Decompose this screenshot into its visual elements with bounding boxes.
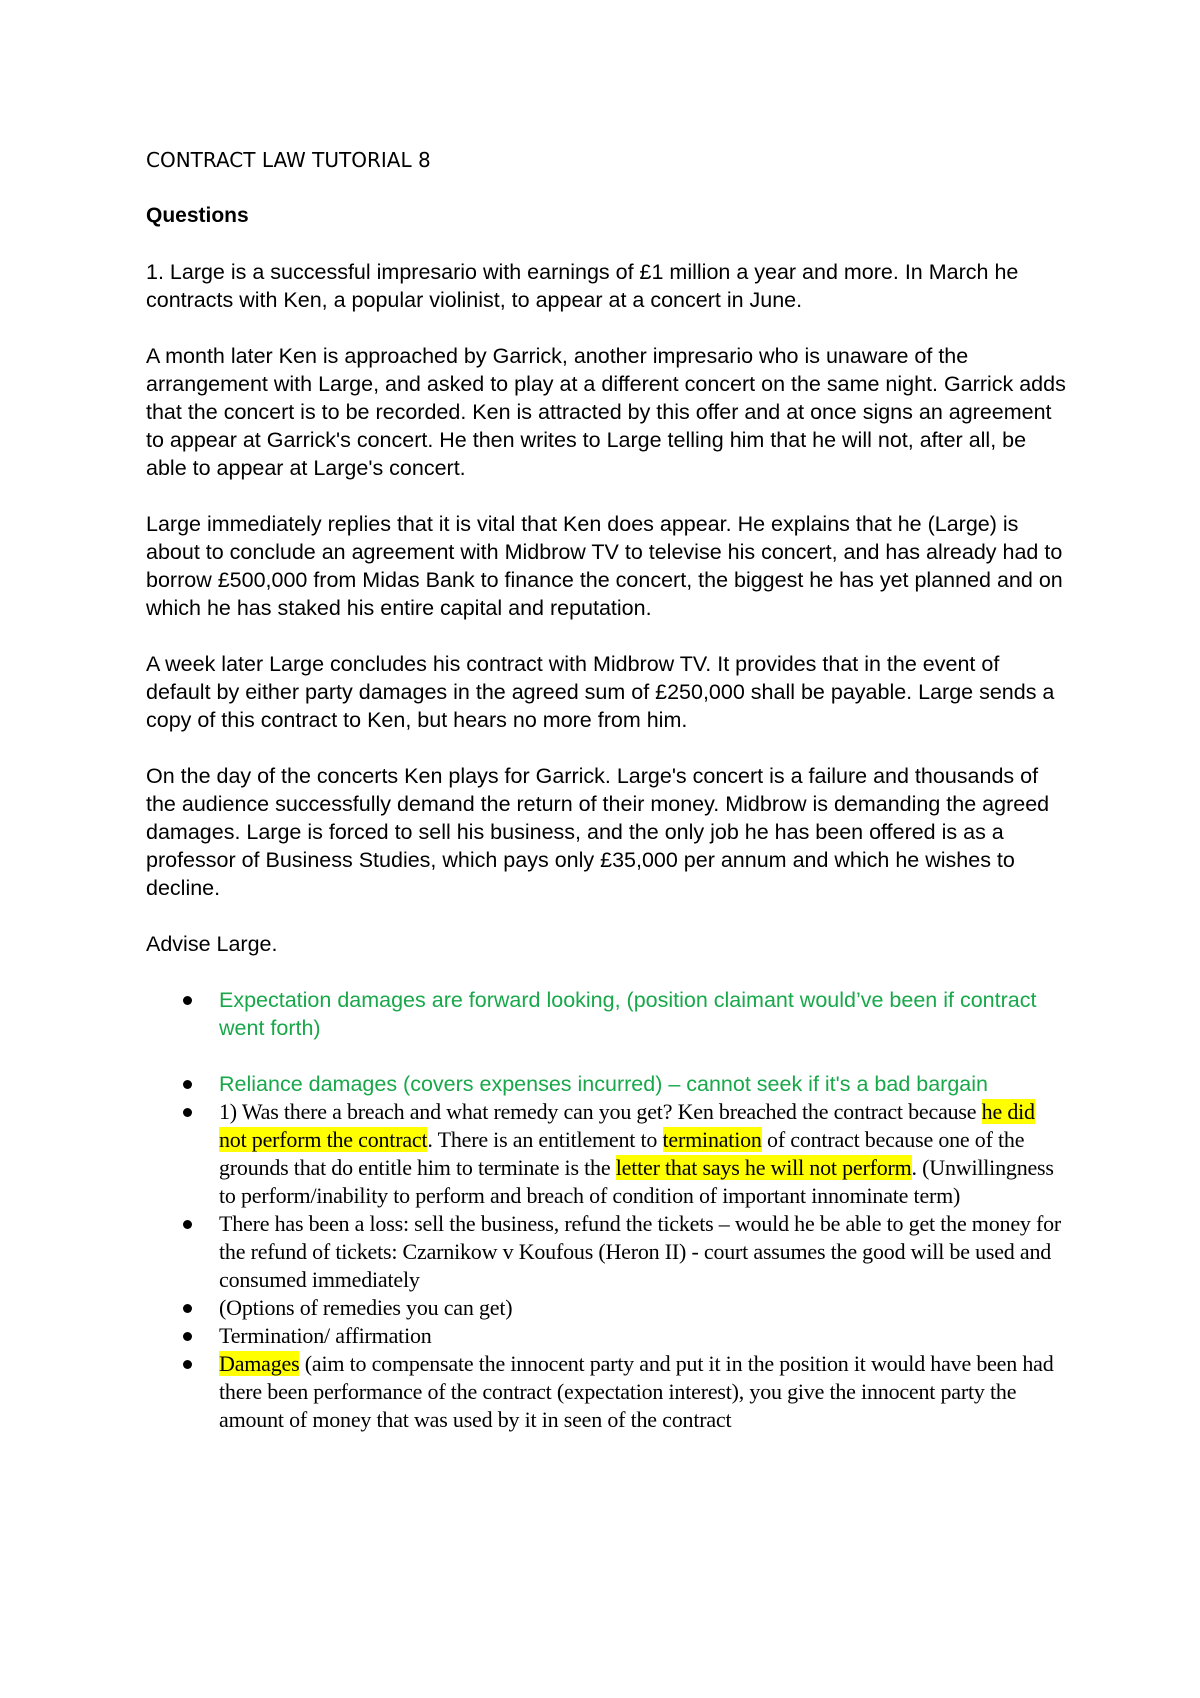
bullet-icon xyxy=(183,1304,192,1313)
question-paragraph-2: A month later Ken is approached by Garrick, another impresario who is unaware of the arrangement with Large, and asked to play at a different concert on the same night. Garrick adds that the concert is to be recorded. Ken is attracted by this offer and at once signs an agreement to appear at Garrick's concert. He then writes to Large telling him that he will not, after all, be able to appear at Large's concert. xyxy=(146,344,1066,480)
note-text: 1) Was there a breach and what remedy can you get? Ken breached the contract because xyxy=(219,1099,982,1124)
note-expectation-damages xyxy=(146,986,1066,1042)
bullet-icon xyxy=(183,1108,192,1117)
note-breach xyxy=(146,1098,1066,1210)
question-paragraph-1: 1. Large is a successful impresario with earnings of £1 million a year and more. In March he contracts with Ken, a popular violinist, to appear at a concert in June. xyxy=(146,260,1019,312)
document-body xyxy=(146,146,1066,1434)
note-text: There has been a loss: sell the business, refund the tickets – would he be able to get the money for the refund of tickets: Czarnikow v Koufous (Heron II) - court assumes the good will be used and consumed immediately xyxy=(219,1211,1062,1292)
question-paragraph-3: Large immediately replies that it is vital that Ken does appear. He explains that he (Large) is about to conclude an agreement with Midbrow TV to televise his concert, and has already had to borrow £500,000 from Midas Bank to finance the concert, the biggest he has yet planned and on which he has staked his entire capital and reputation. xyxy=(146,512,1063,620)
advise-instruction: Advise Large. xyxy=(146,932,278,956)
bullet-icon xyxy=(183,1080,192,1089)
notes-list xyxy=(146,986,1066,1434)
note-text: of contract because one of the grounds that do entitle him to terminate is the xyxy=(219,1127,1025,1180)
note-termination xyxy=(146,1322,1066,1350)
note-text: . There is an entitlement to xyxy=(427,1127,663,1152)
note-text: Expectation damages are forward looking, (position claimant would’ve been if contract went forth) xyxy=(219,988,1037,1040)
document-title: CONTRACT LAW TUTORIAL 8 xyxy=(146,148,431,172)
questions-heading: Questions xyxy=(146,204,249,227)
question-paragraph-4: A week later Large concludes his contract with Midbrow TV. It provides that in the event of default by either party damages in the agreed sum of £250,000 shall be payable. Large sends a copy of this contract to Ken, but hears no more from him. xyxy=(146,652,1055,732)
note-damages xyxy=(146,1350,1066,1434)
note-text: (aim to compensate the innocent party and put it in the position it would have been had there been performance of the contract (expectation interest), you give the innocent party the amount of money that was used by it in seen of the contract xyxy=(219,1351,1054,1432)
bullet-icon xyxy=(183,1332,192,1341)
bullet-icon xyxy=(183,1360,192,1369)
highlighted-text: Damages xyxy=(219,1351,300,1376)
note-text: (Options of remedies you can get) xyxy=(219,1295,513,1320)
highlighted-text: he did not perform the contract xyxy=(219,1099,1035,1152)
highlighted-text: termination xyxy=(662,1127,762,1152)
bullet-icon xyxy=(183,1220,192,1229)
highlighted-text: letter that says he will not perform xyxy=(615,1155,912,1180)
question-paragraph-5: On the day of the concerts Ken plays for Garrick. Large's concert is a failure and thousands of the audience successfully demand the return of their money. Midbrow is demanding the agreed damages. Large is forced to sell his business, and the only job he has been offered is as a professor of Business Studies, which pays only £35,000 per annum and which he wishes to decline. xyxy=(146,764,1050,900)
note-text: Termination/ affirmation xyxy=(219,1323,432,1348)
note-loss xyxy=(146,1210,1066,1294)
note-reliance-damages xyxy=(146,1070,1066,1098)
note-options xyxy=(146,1294,1066,1322)
bullet-icon xyxy=(183,996,192,1005)
note-text: Reliance damages (covers expenses incurred) – cannot seek if it's a bad bargain xyxy=(219,1072,988,1096)
note-text: . (Unwillingness to perform/inability to perform and breach of condition of important innominate term) xyxy=(219,1155,1054,1208)
